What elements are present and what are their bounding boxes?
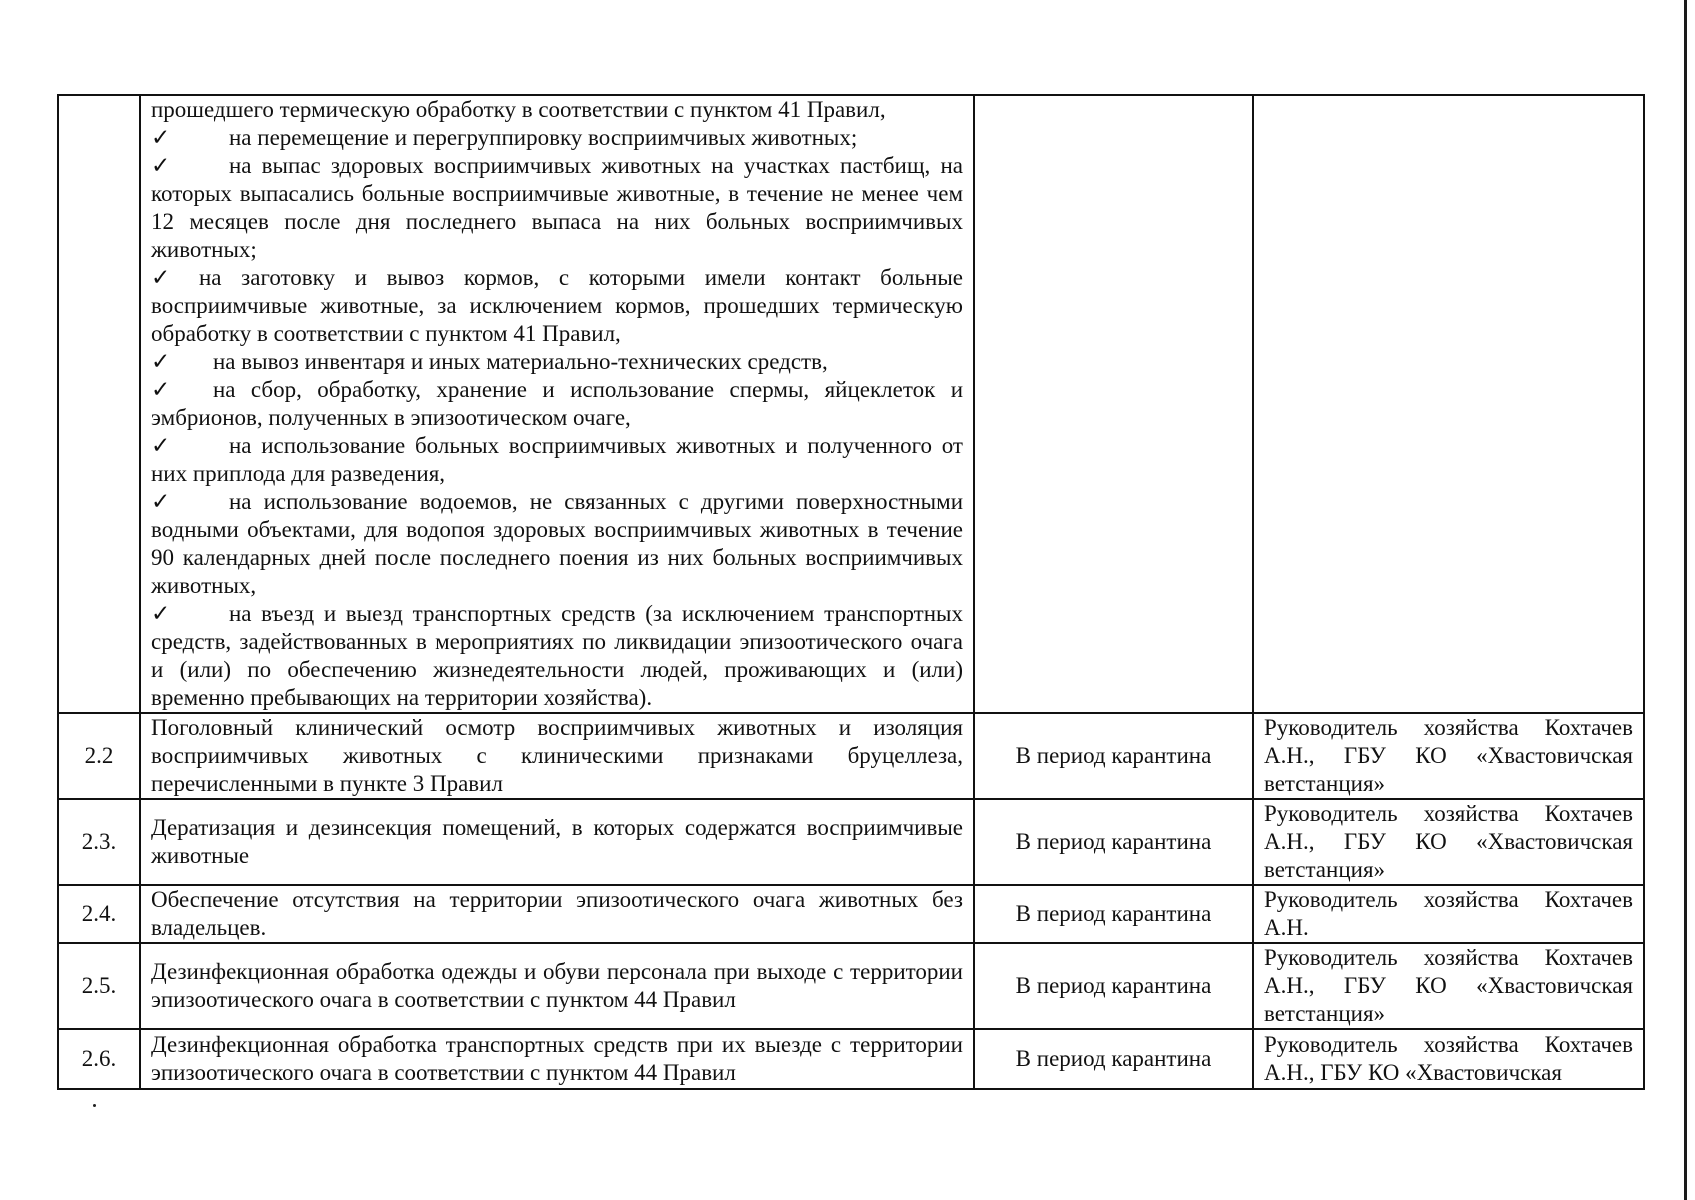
term-cell: В период карантина	[974, 943, 1253, 1029]
checkmark-icon: ✓	[151, 489, 171, 514]
term-cell	[974, 95, 1253, 713]
measure-text-cell: Поголовный клинический осмотр восприимчивых животных и изоляция восприимчивых животных с клиническими признаками бруцеллеза, перечисленными в пункте 3 Правил	[140, 713, 974, 799]
restriction-item: ✓ на выпас здоровых восприимчивых животных на участках пастбищ, на которых выпасались больные восприимчивые животные, в течение не менее чем 12 месяцев после дня последнего выпаса на них больных восприимчивых животных;	[151, 153, 963, 262]
measure-text-cell: Дератизация и дезинсекция помещений, в которых содержатся восприимчивые животные	[140, 799, 974, 885]
table-row	[58, 799, 1644, 885]
restriction-item: ✓ на сбор, обработку, хранение и использование спермы, яйцеклеток и эмбрионов, полученных в эпизоотическом очаге,	[151, 377, 963, 430]
checkmark-icon: ✓	[151, 125, 171, 150]
table-row	[58, 713, 1644, 799]
measure-text-cell: Дезинфекционная обработка транспортных средств при их выезде с территории эпизоотического очага в соответствии с пунктом 44 Правил	[140, 1029, 974, 1089]
row-number-cell: 2.4.	[58, 885, 140, 943]
restriction-item: ✓ на заготовку и вывоз кормов, с которыми имели контакт больные восприимчивые животные, за исключением кормов, прошедших термическую обработку в соответствии с пунктом 41 Правил,	[151, 265, 963, 346]
scan-artifact-dot	[93, 1104, 96, 1107]
row-number-cell: 2.2	[58, 713, 140, 799]
responsible-cell: Руководитель хозяйства Кохтачев А.Н., ГБУ КО «Хвастовичская ветстанция»	[1253, 799, 1644, 885]
row-number-cell: 2.6.	[58, 1029, 140, 1089]
measure-text-cell: Обеспечение отсутствия на территории эпизоотического очага животных без владельцев.	[140, 885, 974, 943]
term-cell: В период карантина	[974, 799, 1253, 885]
restriction-item: ✓ на въезд и выезд транспортных средств (за исключением транспортных средств, задействованных в мероприятиях по ликвидации эпизоотического очага и (или) по обеспечению жизнедеятельности людей, проживающих и (или) временно пребывающих на территории хозяйства).	[151, 601, 963, 710]
checkmark-icon: ✓	[151, 153, 171, 178]
table-row	[58, 943, 1644, 1029]
scan-page-edge	[1684, 0, 1687, 1200]
row-number-cell: 2.5.	[58, 943, 140, 1029]
continuation-text: прошедшего термическую обработку в соответствии с пунктом 41 Правил,	[151, 97, 886, 122]
responsible-cell: Руководитель хозяйства Кохтачев А.Н., ГБУ КО «Хвастовичская ветстанция»	[1253, 713, 1644, 799]
table-row	[58, 885, 1644, 943]
checkmark-icon: ✓	[151, 265, 171, 290]
term-cell: В период карантина	[974, 885, 1253, 943]
table-row-continuation	[58, 95, 1644, 713]
responsible-cell: Руководитель хозяйства Кохтачев А.Н., ГБУ КО «Хвастовичская	[1253, 1029, 1644, 1089]
measures-table	[57, 94, 1645, 1090]
checkmark-icon: ✓	[151, 433, 171, 458]
checkmark-icon: ✓	[151, 377, 171, 402]
restrictions-cell	[140, 95, 974, 713]
measure-text-cell: Дезинфекционная обработка одежды и обуви персонала при выходе с территории эпизоотического очага в соответствии с пунктом 44 Правил	[140, 943, 974, 1029]
checkmark-icon: ✓	[151, 601, 171, 626]
row-number-cell	[58, 95, 140, 713]
checkmark-icon: ✓	[151, 349, 171, 374]
table-row	[58, 1029, 1644, 1089]
row-number-cell: 2.3.	[58, 799, 140, 885]
restriction-item: ✓ на перемещение и перегруппировку восприимчивых животных;	[151, 125, 858, 150]
responsible-cell: Руководитель хозяйства Кохтачев А.Н.	[1253, 885, 1644, 943]
responsible-cell	[1253, 95, 1644, 713]
responsible-cell: Руководитель хозяйства Кохтачев А.Н., ГБУ КО «Хвастовичская ветстанция»	[1253, 943, 1644, 1029]
term-cell: В период карантина	[974, 713, 1253, 799]
restriction-item: ✓ на вывоз инвентаря и иных материально-технических средств,	[151, 349, 828, 374]
restriction-item: ✓ на использование больных восприимчивых животных и полученного от них приплода для разведения,	[151, 433, 963, 486]
term-cell: В период карантина	[974, 1029, 1253, 1089]
restriction-item: ✓ на использование водоемов, не связанных с другими поверхностными водными объектами, для водопоя здоровых восприимчивых животных в течение 90 календарных дней после последнего поения из них больных восприимчивых животных,	[151, 489, 963, 598]
